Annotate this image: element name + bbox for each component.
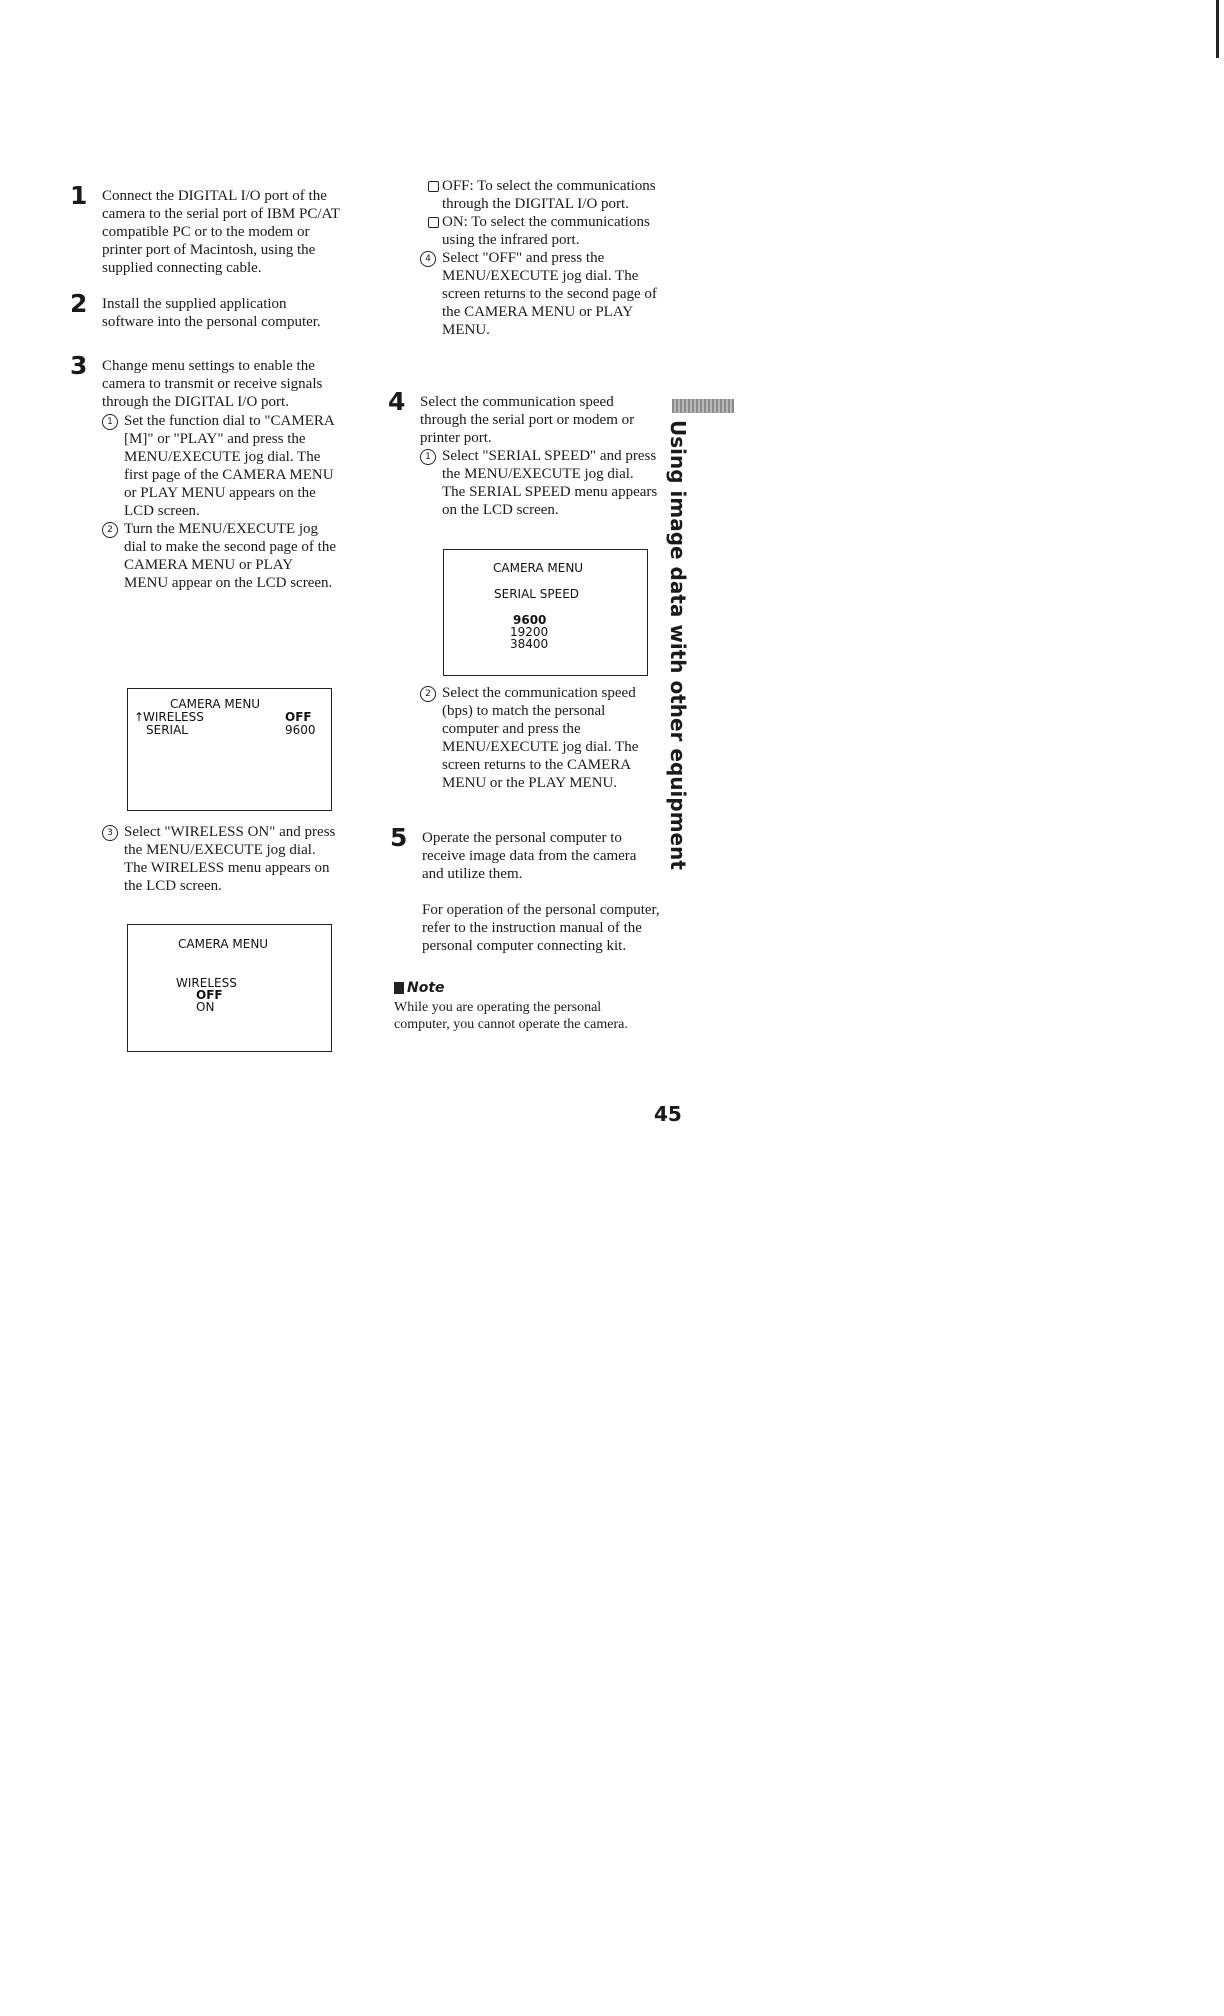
lcd-row-value: OFF <box>285 710 312 724</box>
lcd-title: CAMERA MENU <box>170 697 261 711</box>
substep-text: Select "SERIAL SPEED" and press the MENU/EXECUTE jog dial. The SERIAL SPEED menu appears on the LCD screen. <box>442 448 658 518</box>
substep-number: 3 <box>102 825 118 841</box>
step-text: Select the communication speed through the serial port or modem or printer port. <box>420 394 635 446</box>
step-text: Change menu settings to enable the camera to transmit or receive signals through the DIGITAL I/O port. <box>102 358 323 410</box>
substep-1 <box>102 412 340 520</box>
right-column-lower <box>420 684 660 792</box>
substep-4 <box>420 249 658 339</box>
substep-text: Select "OFF" and press the MENU/EXECUTE jog dial. The screen returns to the second page of the CAMERA MENU or PLAY MENU. <box>442 250 657 338</box>
page-number: 45 <box>654 1102 682 1126</box>
step-3 <box>70 351 340 592</box>
step-text: Install the supplied application software into the personal computer. <box>102 296 321 330</box>
up-arrow-icon: ↑ <box>134 710 145 724</box>
substep-text: Set the function dial to "CAMERA [M]" or "PLAY" and press the MENU/EXECUTE jog dial. The first page of the CAMERA MENU or PLAY MENU appears on the LCD screen. <box>124 413 334 519</box>
step-number: 1 <box>70 181 88 210</box>
option-on <box>412 213 658 249</box>
lcd-option: 38400 <box>510 637 549 651</box>
lcd-title: CAMERA MENU <box>493 561 584 575</box>
step-number: 3 <box>70 351 88 380</box>
lcd-screen-serial-speed <box>443 549 648 676</box>
section-tab-marker <box>672 399 734 413</box>
substep-2 <box>420 684 660 792</box>
substep-text: Select the communication speed (bps) to match the personal computer and press the MENU/EXECUTE jog dial. The screen returns to the CAMERA MENU or the PLAY MENU. <box>442 685 639 791</box>
substep-text: Select "WIRELESS ON" and press the MENU/EXECUTE jog dial. The WIRELESS menu appears on the LCD screen. <box>124 824 336 894</box>
lcd-screen-wireless <box>127 924 332 1052</box>
note-title: Note <box>407 980 445 996</box>
lcd-label: WIRELESS <box>176 976 237 990</box>
left-column-lower <box>102 823 340 895</box>
left-column <box>70 181 340 592</box>
step-1 <box>70 181 340 277</box>
note-icon <box>394 982 404 994</box>
step-2 <box>70 289 340 331</box>
right-column-step4 <box>388 387 660 519</box>
checkbox-icon <box>428 181 439 192</box>
lcd-screen-camera-menu <box>127 688 332 811</box>
substep-number: 4 <box>420 251 436 267</box>
lcd-row-label: SERIAL <box>146 723 188 737</box>
lcd-option-selected: OFF <box>196 988 223 1002</box>
step-number: 5 <box>390 823 408 852</box>
step-5 <box>390 823 660 883</box>
lcd-title: CAMERA MENU <box>178 937 269 951</box>
option-text: OFF: To select the communications through the DIGITAL I/O port. <box>442 178 656 212</box>
note-heading <box>394 979 660 997</box>
lcd-subtitle: SERIAL SPEED <box>494 587 580 601</box>
step-text: Connect the DIGITAL I/O port of the camera to the serial port of IBM PC/AT compatible PC or to the modem or printer port of Macintosh, using the supplied connecting cable. <box>102 188 340 276</box>
substep-number: 2 <box>420 686 436 702</box>
lcd-option: 19200 <box>510 625 549 639</box>
substep-1 <box>420 447 660 519</box>
info-text: For operation of the personal computer, refer to the instruction manual of the personal computer connecting kit. <box>422 902 660 954</box>
option-text: ON: To select the communications using the infrared port. <box>442 214 650 248</box>
page-edge-rule <box>1216 0 1219 58</box>
substep-3 <box>102 823 340 895</box>
lcd-option: ON <box>196 1000 215 1014</box>
substep-number: 1 <box>102 414 118 430</box>
step-text: Operate the personal computer to receive image data from the camera and utilize them. <box>422 830 637 882</box>
option-off <box>412 177 658 213</box>
substep-text: Turn the MENU/EXECUTE jog dial to make the second page of the CAMERA MENU or PLAY MENU appear on the LCD screen. <box>124 521 337 591</box>
substep-2 <box>102 520 340 592</box>
lcd-row-label: WIRELESS <box>143 710 204 724</box>
note <box>394 979 660 1033</box>
right-column-top <box>412 177 658 339</box>
note-text: While you are operating the personal computer, you cannot operate the camera. <box>394 1000 628 1032</box>
step-4 <box>388 387 660 519</box>
checkbox-icon <box>428 217 439 228</box>
substep-number: 2 <box>102 522 118 538</box>
step-number: 4 <box>388 387 406 416</box>
substep-number: 1 <box>420 449 436 465</box>
step-number: 2 <box>70 289 88 318</box>
section-tab-label: Using image data with other equipment <box>666 420 690 870</box>
lcd-row-value: 9600 <box>285 723 316 737</box>
right-column-step5 <box>390 823 660 1033</box>
lcd-option-selected: 9600 <box>513 613 547 627</box>
